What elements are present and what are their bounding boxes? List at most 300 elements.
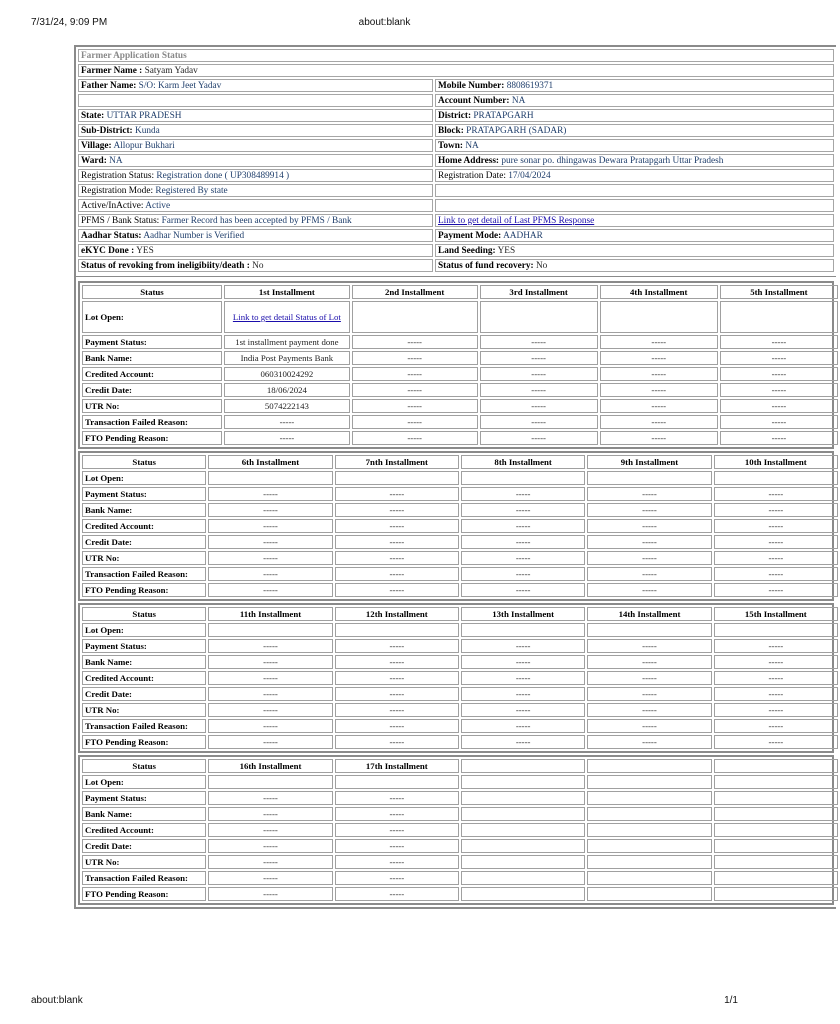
table-cell: ----- xyxy=(720,399,838,413)
mobile-number: 8808619371 xyxy=(506,80,554,91)
lot-status-link[interactable]: Link to get detail Status of Lot xyxy=(232,312,341,322)
installment-header xyxy=(461,759,585,773)
table-cell: ----- xyxy=(208,519,332,533)
table-row xyxy=(82,719,838,733)
table-cell: ----- xyxy=(335,655,459,669)
table-cell xyxy=(224,301,350,333)
table-row xyxy=(82,583,838,597)
table-cell xyxy=(714,471,838,485)
registration-mode: Registered By state xyxy=(155,185,228,196)
land-seeding: YES xyxy=(497,245,516,256)
table-cell: ----- xyxy=(461,487,585,501)
table-row xyxy=(82,519,838,533)
table-cell: ----- xyxy=(714,583,838,597)
status-header: Status xyxy=(82,607,206,621)
table-cell: ----- xyxy=(461,567,585,581)
row-label: Transaction Failed Reason: xyxy=(82,871,206,885)
aadhar-label: Aadhar Status: xyxy=(81,230,142,241)
village-cell xyxy=(78,139,433,152)
row-label: Payment Status: xyxy=(82,335,222,349)
installment-header: 6th Installment xyxy=(208,455,332,469)
village: Allopur Bukhari xyxy=(113,140,175,151)
row-label: Credit Date: xyxy=(82,839,206,853)
table-cell xyxy=(352,301,478,333)
table-cell: ----- xyxy=(714,687,838,701)
table-header-row xyxy=(82,607,838,621)
table-cell xyxy=(461,791,585,805)
table-cell: ----- xyxy=(714,535,838,549)
town: NA xyxy=(465,140,479,151)
block-cell xyxy=(435,124,834,137)
table-cell: ----- xyxy=(208,703,332,717)
table-cell: ----- xyxy=(720,383,838,397)
table-cell xyxy=(587,623,711,637)
installment-header: 16th Installment xyxy=(208,759,332,773)
row-label: Credited Account: xyxy=(82,671,206,685)
table-cell xyxy=(714,887,838,901)
account-label: Account Number: xyxy=(438,95,510,106)
table-cell: ----- xyxy=(208,655,332,669)
installment-header: 15th Installment xyxy=(714,607,838,621)
installment-header: 1st Installment xyxy=(224,285,350,299)
table-cell: ----- xyxy=(208,823,332,837)
mobile-cell xyxy=(435,79,834,92)
farmer-name: Satyam Yadav xyxy=(144,65,198,76)
table-cell xyxy=(461,887,585,901)
table-cell: 5074222143 xyxy=(224,399,350,413)
table-cell: ----- xyxy=(587,655,711,669)
reg-mode-label: Registration Mode: xyxy=(81,185,154,196)
table-cell: ----- xyxy=(461,687,585,701)
row-label: Credit Date: xyxy=(82,383,222,397)
status-header: Status xyxy=(82,759,206,773)
installment-header: 11th Installment xyxy=(208,607,332,621)
table-cell xyxy=(587,791,711,805)
registration-date: 17/04/2024 xyxy=(508,170,551,181)
table-cell xyxy=(335,775,459,789)
table-row xyxy=(82,301,838,333)
pfms-status: Farmer Record has been accepted by PFMS / Bank xyxy=(161,215,352,226)
ward: NA xyxy=(109,155,123,166)
installment-table xyxy=(80,605,840,751)
farmer-info-table xyxy=(76,47,836,274)
table-cell: ----- xyxy=(224,431,350,445)
table-cell: ----- xyxy=(587,551,711,565)
installment-header xyxy=(587,759,711,773)
table-cell: ----- xyxy=(461,519,585,533)
reg-date-cell xyxy=(435,169,834,182)
payment-mode-cell xyxy=(435,229,834,242)
table-cell xyxy=(714,871,838,885)
table-cell: ----- xyxy=(480,399,598,413)
table-cell: ----- xyxy=(352,399,478,413)
table-cell: ----- xyxy=(600,431,718,445)
installment-header: 3rd Installment xyxy=(480,285,598,299)
table-cell xyxy=(208,623,332,637)
registration-status: Registration done ( UP308489914 ) xyxy=(156,170,290,181)
table-cell: ----- xyxy=(600,415,718,429)
table-cell: ----- xyxy=(208,887,332,901)
table-cell: ----- xyxy=(352,351,478,365)
table-cell: ----- xyxy=(587,735,711,749)
table-cell: ----- xyxy=(461,583,585,597)
table-cell: ----- xyxy=(208,871,332,885)
row-label: FTO Pending Reason: xyxy=(82,887,206,901)
table-cell xyxy=(587,775,711,789)
installment-header: 4th Installment xyxy=(600,285,718,299)
father-name: S/O: Karm Jeet Yadav xyxy=(138,80,222,91)
fund-recovery-status: No xyxy=(535,260,548,271)
row-label: Lot Open: xyxy=(82,623,206,637)
table-cell: ----- xyxy=(587,687,711,701)
table-cell: ----- xyxy=(335,687,459,701)
aadhar-cell xyxy=(78,229,433,242)
footer-url: about:blank xyxy=(31,995,83,1006)
installment-header: 5th Installment xyxy=(720,285,838,299)
table-cell: ----- xyxy=(335,871,459,885)
revoke-label: Status of revoking from ineligibiity/death : xyxy=(81,260,250,271)
table-cell: ----- xyxy=(352,367,478,381)
table-cell xyxy=(461,807,585,821)
table-cell: ----- xyxy=(461,639,585,653)
row-label: FTO Pending Reason: xyxy=(82,735,206,749)
table-row xyxy=(82,399,838,413)
table-row xyxy=(82,503,838,517)
reg-mode-cell xyxy=(78,184,433,197)
table-cell: ----- xyxy=(714,487,838,501)
row-label: UTR No: xyxy=(82,703,206,717)
pfms-label: PFMS / Bank Status: xyxy=(81,215,160,226)
table-cell: ----- xyxy=(480,383,598,397)
payment-mode-label: Payment Mode: xyxy=(438,230,502,241)
empty-cell xyxy=(435,199,834,212)
table-cell: ----- xyxy=(335,567,459,581)
table-row xyxy=(82,415,838,429)
ward-cell xyxy=(78,154,433,167)
pfms-response-link[interactable]: Link to get detail of Last PFMS Response xyxy=(438,215,595,226)
row-label: Transaction Failed Reason: xyxy=(82,567,206,581)
land-label: Land Seeding: xyxy=(438,245,496,256)
reg-date-label: Registration Date: xyxy=(438,170,506,181)
table-cell: ----- xyxy=(587,503,711,517)
table-cell: ----- xyxy=(600,399,718,413)
table-row xyxy=(82,367,838,381)
table-cell: ----- xyxy=(714,639,838,653)
installment-header: 14th Installment xyxy=(587,607,711,621)
row-label: Credited Account: xyxy=(82,519,206,533)
table-header-row xyxy=(82,455,838,469)
page-title: Farmer Application Status xyxy=(78,49,834,62)
table-row xyxy=(82,383,838,397)
table-cell: ----- xyxy=(714,735,838,749)
table-cell: ----- xyxy=(720,431,838,445)
active-status: Active xyxy=(145,200,171,211)
table-cell: ----- xyxy=(461,503,585,517)
installment-header: 10th Installment xyxy=(714,455,838,469)
installment-header: 17th Installment xyxy=(335,759,459,773)
installment-header: 2nd Installment xyxy=(352,285,478,299)
table-cell xyxy=(461,871,585,885)
table-cell: ----- xyxy=(587,639,711,653)
block: PRATAPGARH (SADAR) xyxy=(466,125,567,136)
row-label: Credited Account: xyxy=(82,823,206,837)
table-cell: ----- xyxy=(587,671,711,685)
table-cell: ----- xyxy=(335,807,459,821)
table-cell xyxy=(714,839,838,853)
table-cell xyxy=(335,623,459,637)
table-cell: ----- xyxy=(600,351,718,365)
table-cell: ----- xyxy=(600,335,718,349)
farmer-status-document xyxy=(74,45,836,909)
table-cell: ----- xyxy=(335,823,459,837)
row-label: Credit Date: xyxy=(82,687,206,701)
table-cell: ----- xyxy=(335,503,459,517)
table-cell xyxy=(714,823,838,837)
installment-header: 8th Installment xyxy=(461,455,585,469)
table-cell: 060310024292 xyxy=(224,367,350,381)
farmer-name-label: Farmer Name : xyxy=(81,65,143,76)
table-cell: ----- xyxy=(720,335,838,349)
farmer-name-row xyxy=(78,64,834,77)
table-cell xyxy=(480,301,598,333)
state-label: State: xyxy=(81,110,105,121)
table-row xyxy=(82,471,838,485)
table-row xyxy=(82,855,838,869)
subdistrict-label: Sub-District: xyxy=(81,125,133,136)
subdistrict: Kunda xyxy=(134,125,160,136)
table-cell xyxy=(587,887,711,901)
table-row xyxy=(82,351,838,365)
table-cell: ----- xyxy=(335,519,459,533)
table-cell: ----- xyxy=(714,655,838,669)
table-cell: 1st installment payment done xyxy=(224,335,350,349)
father-name-cell xyxy=(78,79,433,92)
table-cell: ----- xyxy=(208,855,332,869)
table-cell: ----- xyxy=(335,583,459,597)
table-cell: ----- xyxy=(335,535,459,549)
installment-header: 7nth Installment xyxy=(335,455,459,469)
table-cell xyxy=(461,775,585,789)
row-label: Lot Open: xyxy=(82,301,222,333)
table-cell xyxy=(714,855,838,869)
table-cell xyxy=(587,871,711,885)
revoke-cell xyxy=(78,259,433,272)
table-row xyxy=(82,639,838,653)
table-cell: ----- xyxy=(352,335,478,349)
table-cell xyxy=(587,823,711,837)
table-cell: ----- xyxy=(714,671,838,685)
table-cell: ----- xyxy=(208,503,332,517)
table-cell xyxy=(600,301,718,333)
row-label: Payment Status: xyxy=(82,639,206,653)
table-cell: ----- xyxy=(587,567,711,581)
table-cell: ----- xyxy=(480,415,598,429)
table-row xyxy=(82,871,838,885)
table-cell xyxy=(461,471,585,485)
row-label: Transaction Failed Reason: xyxy=(82,415,222,429)
aadhar-status: Aadhar Number is Verified xyxy=(143,230,245,241)
table-cell: ----- xyxy=(461,535,585,549)
father-name-label: Father Name: xyxy=(81,80,137,91)
table-row xyxy=(82,775,838,789)
status-header: Status xyxy=(82,285,222,299)
installment-block xyxy=(78,451,834,601)
table-row xyxy=(82,823,838,837)
row-label: Credit Date: xyxy=(82,535,206,549)
installment-block xyxy=(78,755,834,905)
table-cell: ----- xyxy=(208,807,332,821)
district: PRATAPGARH xyxy=(473,110,534,121)
table-cell xyxy=(587,807,711,821)
home-address: pure sonar po. dhingawas Dewara Pratapgarh Uttar Pradesh xyxy=(501,155,724,166)
subdistrict-cell xyxy=(78,124,433,137)
table-header-row xyxy=(82,759,838,773)
table-cell: ----- xyxy=(714,551,838,565)
table-cell: ----- xyxy=(335,703,459,717)
address-cell xyxy=(435,154,834,167)
installment-header: 9th Installment xyxy=(587,455,711,469)
table-cell: ----- xyxy=(480,367,598,381)
table-cell: ----- xyxy=(335,791,459,805)
block-label: Block: xyxy=(438,125,464,136)
table-cell: ----- xyxy=(587,519,711,533)
table-cell: ----- xyxy=(208,583,332,597)
table-cell: ----- xyxy=(714,567,838,581)
table-cell: ----- xyxy=(208,791,332,805)
table-cell xyxy=(587,855,711,869)
row-label: Lot Open: xyxy=(82,775,206,789)
table-cell xyxy=(720,301,838,333)
table-cell: ----- xyxy=(208,735,332,749)
town-label: Town: xyxy=(438,140,463,151)
table-cell: ----- xyxy=(352,431,478,445)
table-cell: ----- xyxy=(335,487,459,501)
installment-table xyxy=(80,757,840,903)
active-cell xyxy=(78,199,433,212)
row-label: Bank Name: xyxy=(82,807,206,821)
row-label: Payment Status: xyxy=(82,791,206,805)
table-cell: ----- xyxy=(720,415,838,429)
table-cell: ----- xyxy=(714,519,838,533)
state-cell xyxy=(78,109,433,122)
table-cell xyxy=(714,623,838,637)
row-label: UTR No: xyxy=(82,551,206,565)
installment-table xyxy=(80,283,840,447)
installment-header xyxy=(714,759,838,773)
table-cell: ----- xyxy=(208,671,332,685)
status-header: Status xyxy=(82,455,206,469)
revoke-status: No xyxy=(252,260,264,271)
document-viewport xyxy=(74,45,808,928)
table-cell: ----- xyxy=(714,503,838,517)
installment-header: 13th Installment xyxy=(461,607,585,621)
print-datetime: 7/31/24, 9:09 PM xyxy=(31,17,108,28)
table-cell: ----- xyxy=(461,551,585,565)
table-row xyxy=(82,807,838,821)
table-row xyxy=(82,791,838,805)
table-cell: ----- xyxy=(208,719,332,733)
table-cell xyxy=(461,623,585,637)
table-cell: ----- xyxy=(461,655,585,669)
town-cell xyxy=(435,139,834,152)
table-cell: ----- xyxy=(587,535,711,549)
table-cell: ----- xyxy=(335,839,459,853)
row-label: UTR No: xyxy=(82,855,206,869)
table-cell: ----- xyxy=(335,855,459,869)
table-cell: 18/06/2024 xyxy=(224,383,350,397)
table-cell: ----- xyxy=(352,383,478,397)
district-label: District: xyxy=(438,110,472,121)
table-cell xyxy=(714,807,838,821)
pfms-link-cell xyxy=(435,214,834,227)
table-cell: ----- xyxy=(335,735,459,749)
table-cell xyxy=(714,775,838,789)
table-row xyxy=(82,887,838,901)
active-label: Active/InActive: xyxy=(81,200,144,211)
table-row xyxy=(82,655,838,669)
empty-cell xyxy=(435,184,834,197)
district-cell xyxy=(435,109,834,122)
table-cell: ----- xyxy=(714,703,838,717)
land-cell xyxy=(435,244,834,257)
table-row xyxy=(82,431,838,445)
table-cell: ----- xyxy=(461,671,585,685)
table-cell: ----- xyxy=(208,487,332,501)
table-row xyxy=(82,839,838,853)
table-cell: ----- xyxy=(480,335,598,349)
village-label: Village: xyxy=(81,140,112,151)
table-cell xyxy=(587,471,711,485)
account-number: NA xyxy=(511,95,526,106)
installment-table xyxy=(80,453,840,599)
table-cell: ----- xyxy=(335,639,459,653)
table-cell xyxy=(335,471,459,485)
table-row xyxy=(82,551,838,565)
empty-cell xyxy=(78,94,433,107)
divider xyxy=(76,276,836,279)
ekyc-cell xyxy=(78,244,433,257)
recovery-label: Status of fund recovery: xyxy=(438,260,534,271)
table-cell: ----- xyxy=(224,415,350,429)
table-cell xyxy=(461,823,585,837)
table-row xyxy=(82,703,838,717)
reg-status-cell xyxy=(78,169,433,182)
table-cell: ----- xyxy=(208,687,332,701)
row-label: Lot Open: xyxy=(82,471,206,485)
table-cell: ----- xyxy=(587,487,711,501)
table-cell: ----- xyxy=(208,535,332,549)
installment-block xyxy=(78,281,834,449)
table-cell: ----- xyxy=(335,887,459,901)
table-cell xyxy=(208,471,332,485)
print-title: about:blank xyxy=(358,17,411,28)
table-cell: ----- xyxy=(600,383,718,397)
table-cell: ----- xyxy=(335,551,459,565)
table-row xyxy=(82,735,838,749)
table-cell: ----- xyxy=(208,567,332,581)
table-cell xyxy=(461,839,585,853)
table-cell xyxy=(587,839,711,853)
table-cell: ----- xyxy=(720,351,838,365)
table-cell: ----- xyxy=(352,415,478,429)
pfms-cell xyxy=(78,214,433,227)
ekyc-label: eKYC Done : xyxy=(81,245,135,256)
table-cell: ----- xyxy=(208,839,332,853)
table-row xyxy=(82,687,838,701)
account-cell xyxy=(435,94,834,107)
payment-mode: AADHAR xyxy=(503,230,543,241)
table-cell: ----- xyxy=(208,551,332,565)
